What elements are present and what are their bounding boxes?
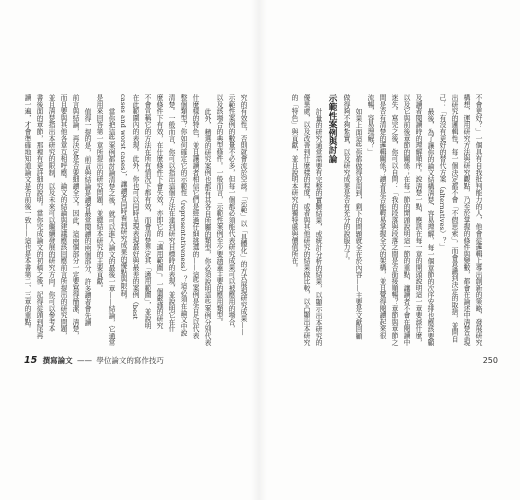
page-gutter — [251, 0, 267, 500]
text-column: 麼條件下有效，在什麼條件下會失效，亦即它的「適用範圍」。一個嚴謹的研究 — [155, 94, 163, 329]
paragraph — [93, 94, 117, 352]
text-column: 書後面的章節，那裡有更詳細的說明。當你完成論文的初稿之後，記得從頭到尾再 — [35, 94, 43, 339]
text-column: cases and worst cases），讓讀者同時看到研究成果的優點與限制。 — [119, 94, 127, 303]
text-column: 什麼樣的特色，並且讓讀者相信它們是經過仔細挑選的——這些案例是否足以代表 — [191, 94, 199, 339]
paragraph — [213, 94, 249, 352]
text-column: 及讀者閱讀時的理解順序。說清楚一點，應該在每一章的開頭說明這一章要談什麼， — [414, 94, 422, 346]
text-column: 整個類型？你如何確定它的示範性（representativeness）？這必須在論文中說 — [179, 94, 187, 337]
paragraph — [340, 94, 364, 352]
book-title: 學位論文的寫作技巧 — [96, 356, 164, 365]
text-column: 不會宣稱它的方法在所有情況下都有效，而會清楚界定其「適用範圍」，並說明 — [143, 94, 151, 329]
text-column: 己：「有沒有更好的替代方案（alternatives）？」 — [438, 94, 446, 251]
paragraph — [364, 94, 436, 352]
text-column: 如果上面這些你都做得很周到，剩下的問題就全在於內容——主要是文獻回顧 — [354, 107, 362, 339]
paragraph — [117, 94, 213, 352]
text-column: 究的有效性，否則就會流於空談。「示範」以「具體化」的方式展現研究成果—— — [239, 94, 247, 336]
running-footer — [24, 356, 164, 366]
text-column: 而且要與其他各章互相呼應。論文的結論與建議應該回應前言所提出的研究問題， — [59, 94, 67, 339]
text-column: 優異處，以及改善到什麼樣的程度，或者與其他研究的結果做比較，以凸顯出本研究 — [302, 94, 310, 346]
paragraph — [21, 94, 93, 352]
text-column: 此外，精選的研究案例也都有其各自所屬的類型，你必須說明這些案例分別代表 — [203, 107, 211, 346]
title-separator: —— — [77, 356, 93, 365]
text-column: 是用來回答第一章所提出的研究問題，並總結本研究的主要貢獻。 — [95, 94, 103, 292]
text-column: 前言與結論，再決定是否要細讀全文。因此，這兩個部分一定要寫得簡潔、清楚， — [71, 94, 79, 339]
text-column: 最後，為了讓你的論文結構清楚、容易理解，每一個章節的次序安排也應該要顧 — [426, 107, 434, 346]
section-heading: 示範性案例與討論 — [327, 94, 337, 163]
text-column: 值得一提的是，前言與結論是讀者最常閱讀的兩個部分，許多讀者會先讀 — [83, 107, 91, 326]
paragraph — [288, 94, 324, 352]
text-column: 以及它與前後章節的關係；在每一節的開頭說明這一節的重點，讓讀者不會在閱讀中 — [402, 94, 410, 346]
text-column: 做得夠不夠紮實，以及研究成果是否有充分的說服力了。 — [342, 94, 350, 264]
text-column: 構想，運用研究方法與研究觀點，乃至於掌握的條件與變數，都會在論述中清楚呈現 — [462, 94, 470, 346]
text-column: 的「特色」與貢獻，並且說明本研究的獨特處與價值所在。 — [290, 94, 298, 271]
text-column: 並且清楚指出本研究的限制，以及未來可以繼續發展的研究方向。你可以參考本 — [47, 94, 55, 332]
text-column: 在此範圍內的表現。此外，你也可以同時呈現表現最好與最差的案例（best — [131, 94, 139, 320]
paragraph — [436, 94, 484, 352]
chapter-number-badge: 15 — [24, 355, 38, 366]
text-column: 以及該場合的典型條件。一般而言，示範性案例至少要涵蓋主要的應用類型。 — [215, 94, 223, 326]
page-number: 250 — [482, 356, 498, 365]
text-column: 示範性案例的數量不必多，但每一個都必須能代表研究成果可以被應用的場合， — [227, 94, 235, 332]
text-column: 計量的研究通常需要有完整的實驗結果，或統計分析的結果，以顯示出本研究的 — [314, 107, 322, 346]
text-column: 當你把這些案例都討論清楚之後，就可以進入論文的最後一章——結論，它通常 — [107, 107, 115, 346]
text-column: 流暢，容易理解？」 — [366, 94, 374, 156]
text-column: 讀一遍，才會準確地知道論文是否前後一致——這也是本書第二、三章的重點。 — [23, 94, 31, 332]
text-column: 迷失。寫完之後，你可以自問：「我的段落與段落之間是否銜接順暢？章節與章節之 — [390, 94, 398, 346]
part-title: 撰寫論文 — [42, 356, 73, 365]
text-column: 不會更好？」一個具有自我批判能力的人，他會從邏輯上導出創新的策略，發展研究 — [474, 94, 482, 346]
text-column: 間是否有清楚的邏輯關係？讀者是否能輕易掌握全文的架構，並且覺得閱讀起來很 — [378, 94, 386, 339]
left-page-body — [20, 94, 249, 352]
right-page-body — [286, 94, 484, 352]
text-column: 清楚。一般而言，你可以指出這個方法在達到研究目標時的表現，並說明它在什 — [167, 94, 175, 332]
text-column: 出研究的邏輯性，每一個決定都不會「不假思索」，而會意識到決定的取捨，並問自 — [450, 94, 458, 343]
